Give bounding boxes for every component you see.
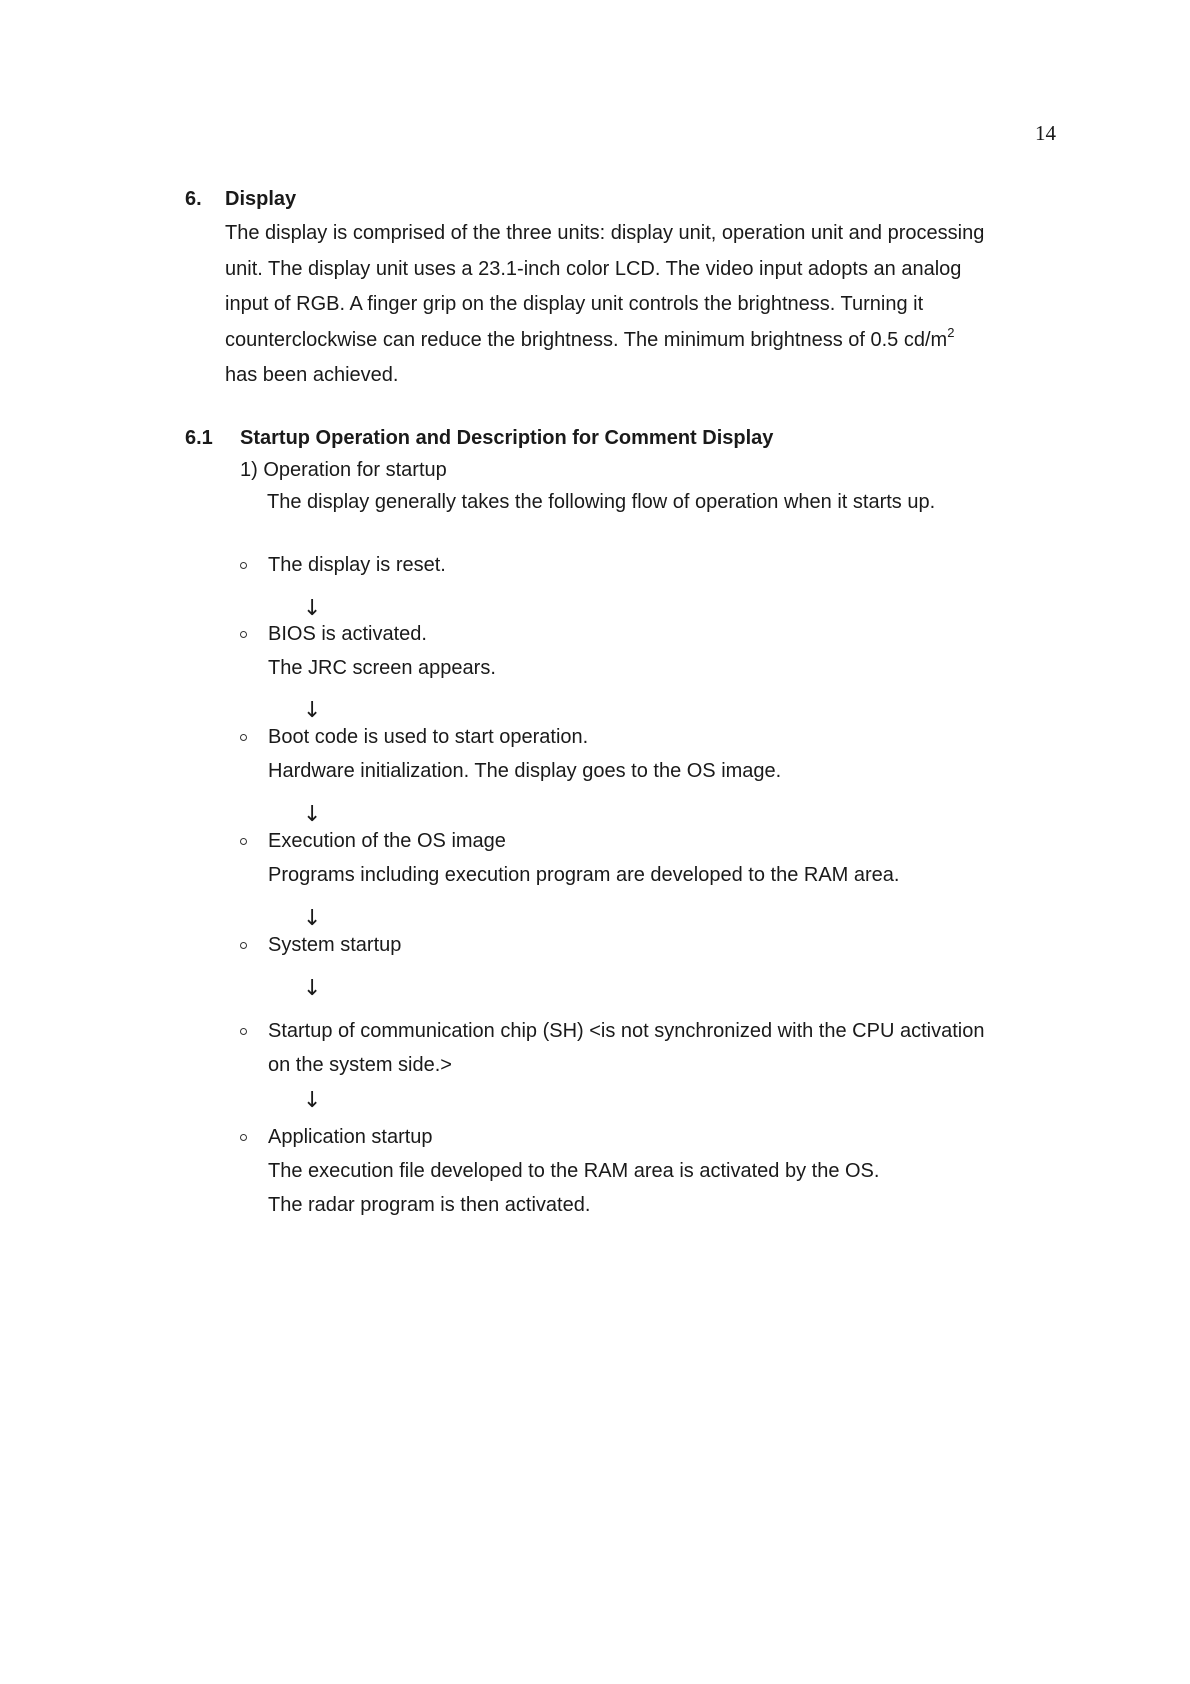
paragraph-line-text: counterclockwise can reduce the brightness. The minimum brightness of 0.5 cd/m: [225, 328, 948, 351]
flow-item-lines: [268, 928, 1070, 962]
section-number: 6.: [185, 188, 202, 210]
flow-item: [240, 1014, 1070, 1082]
flow-item-lines: [268, 1014, 1070, 1082]
flow-item: [240, 720, 1070, 788]
flow-item-lines: [268, 824, 1070, 892]
flow-item-detail: The radar program is then activated.: [268, 1194, 591, 1216]
step-description: The display generally takes the following flow of operation when it starts up.: [267, 491, 936, 513]
bullet-icon: [240, 1134, 247, 1141]
flow-item-detail: The JRC screen appears.: [268, 657, 496, 679]
flow-item-heading: BIOS is activated.: [268, 623, 427, 645]
flow-item-heading: Execution of the OS image: [268, 830, 506, 852]
flow-item-detail: Programs including execution program are developed to the RAM area.: [268, 864, 900, 886]
section-paragraph: [225, 216, 1075, 394]
flow-item: [240, 824, 1070, 892]
arrow-down-icon: ↓: [303, 802, 322, 827]
flow-item-heading: The display is reset.: [268, 554, 446, 576]
section-title-text: Display: [225, 188, 297, 210]
subsection-number: 6.1: [185, 427, 213, 449]
arrow-down-icon: ↓: [303, 1088, 322, 1113]
flow-item-heading: System startup: [268, 934, 402, 956]
subsection-title: [185, 427, 773, 450]
subsection-title-text: Startup Operation and Description for Comment Display: [240, 427, 774, 449]
bullet-icon: [240, 562, 247, 569]
flow-item-lines: [268, 548, 1070, 582]
bullet-icon: [240, 734, 247, 741]
bullet-icon: [240, 942, 247, 949]
flow-item-detail: The execution file developed to the RAM area is activated by the OS.: [268, 1160, 880, 1182]
paragraph-line: has been achieved.: [225, 364, 399, 386]
flow-item-lines: [268, 1120, 1070, 1222]
bullet-icon: [240, 838, 247, 845]
flow-item: [240, 928, 1070, 962]
superscript: 2: [947, 324, 955, 340]
arrow-down-icon: ↓: [303, 596, 322, 621]
paragraph-line: unit. The display unit uses a 23.1-inch color LCD. The video input adopts an analog: [225, 257, 962, 280]
paragraph-line: input of RGB. A finger grip on the display unit controls the brightness. Turning it: [225, 293, 924, 315]
flow-item-heading: Startup of communication chip (SH) <is not synchronized with the CPU activation: [268, 1020, 985, 1042]
paragraph-line: The display is comprised of the three units: display unit, operation unit and processing: [225, 222, 985, 244]
step-heading: 1) Operation for startup: [240, 459, 447, 481]
paragraph-line: [225, 323, 1075, 359]
arrow-down-icon: ↓: [303, 906, 322, 931]
bullet-icon: [240, 631, 247, 638]
flow-item-detail: Hardware initialization. The display goes to the OS image.: [268, 760, 782, 782]
flow-item-heading: Application startup: [268, 1126, 433, 1148]
bullet-icon: [240, 1028, 247, 1035]
page-number: 14: [1035, 121, 1056, 145]
flow-item: [240, 548, 1070, 582]
flow-item-heading: Boot code is used to start operation.: [268, 726, 589, 748]
flow-item-lines: [268, 617, 1070, 685]
flow-item: [240, 617, 1070, 685]
arrow-down-icon: ↓: [303, 976, 322, 1001]
flow-item-lines: [268, 720, 1070, 788]
section-title: [185, 188, 296, 211]
flow-item: [240, 1120, 1070, 1222]
flow-item-detail: on the system side.>: [268, 1054, 452, 1076]
arrow-down-icon: ↓: [303, 698, 322, 723]
